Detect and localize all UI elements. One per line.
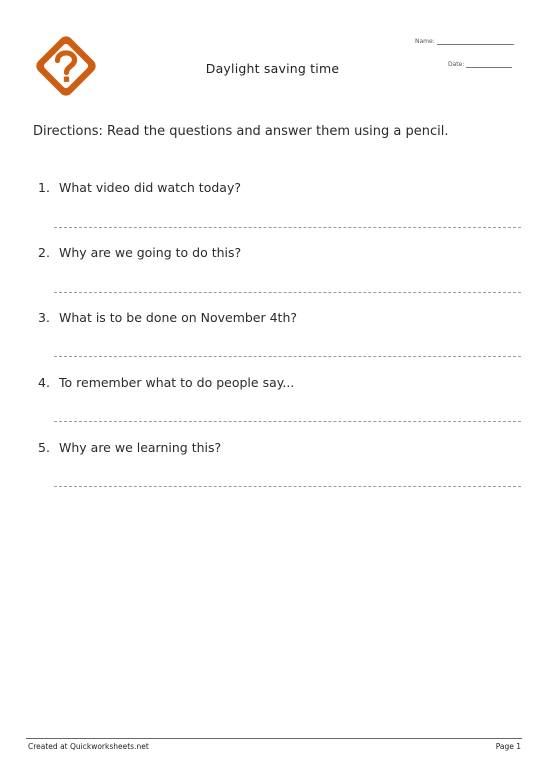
- answer-line[interactable]: [54, 421, 521, 422]
- question-text: Why are we learning this?: [59, 440, 222, 455]
- question-number: 5.: [38, 440, 50, 455]
- question-text: What video did watch today?: [59, 180, 241, 195]
- answer-line[interactable]: [54, 292, 521, 293]
- page-number: Page 1: [495, 742, 521, 751]
- question-item: [38, 440, 221, 455]
- footer-divider: [26, 738, 522, 739]
- question-number: 3.: [38, 310, 50, 325]
- date-label: Date:: [448, 61, 465, 68]
- worksheet-title: Daylight saving time: [205, 61, 340, 76]
- date-blank-line[interactable]: [466, 61, 512, 68]
- answer-line[interactable]: [54, 227, 521, 228]
- name-label: Name:: [415, 38, 435, 45]
- question-item: [38, 245, 241, 260]
- directions-text: Directions: Read the questions and answer them using a pencil.: [33, 124, 449, 139]
- question-item: [38, 180, 241, 195]
- answer-line[interactable]: [54, 486, 521, 487]
- footer-credit: Created at Quickworksheets.net: [28, 742, 149, 751]
- date-field[interactable]: [448, 61, 512, 68]
- question-text: To remember what to do people say...: [59, 375, 295, 390]
- answer-line[interactable]: [54, 356, 521, 357]
- question-text: What is to be done on November 4th?: [59, 310, 298, 325]
- question-number: 4.: [38, 375, 50, 390]
- question-mark-logo-icon: [28, 28, 104, 104]
- question-item: [38, 310, 297, 325]
- name-field[interactable]: [415, 38, 514, 45]
- name-blank-line[interactable]: [437, 38, 514, 45]
- question-number: 1.: [38, 180, 50, 195]
- question-number: 2.: [38, 245, 50, 260]
- question-item: [38, 375, 294, 390]
- question-text: Why are we going to do this?: [59, 245, 242, 260]
